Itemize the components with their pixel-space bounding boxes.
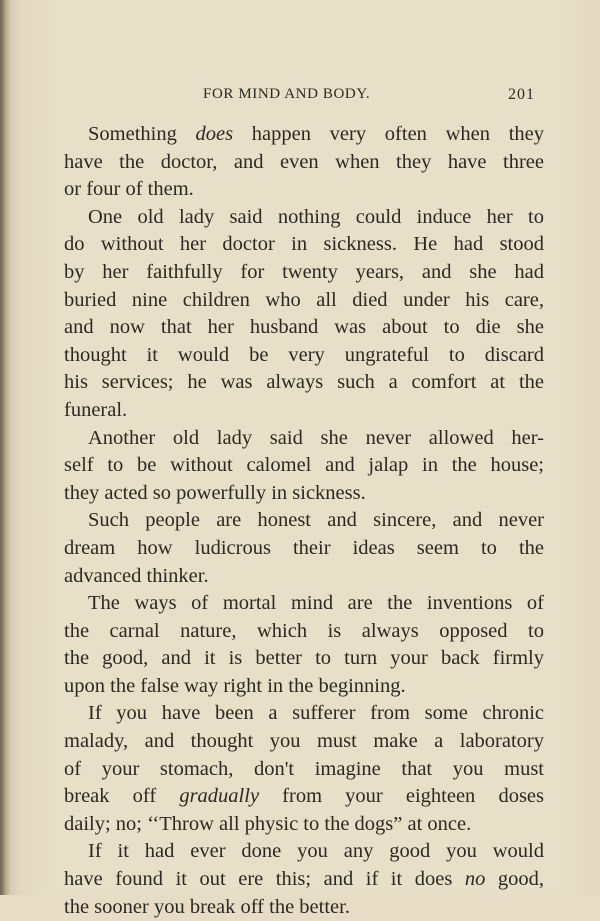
paragraph (64, 838, 544, 921)
text-line (64, 480, 544, 508)
page-number: 201 (508, 86, 535, 103)
text-line (64, 204, 544, 232)
paragraph (64, 425, 544, 508)
text-line (64, 149, 544, 177)
text-segment: funeral. (64, 398, 128, 421)
text-segment: have found it out ere this; and if it does (64, 868, 465, 891)
text-segment: good, (485, 868, 544, 891)
text-line (64, 645, 544, 673)
running-title: FOR MIND AND BODY. (203, 86, 371, 102)
text-line (64, 700, 544, 728)
text-line (64, 756, 544, 784)
paragraph (64, 590, 544, 700)
text-segment: the good, and it is better to turn your back firmly (64, 647, 544, 670)
text-segment: or four of them. (64, 178, 194, 201)
text-segment: malady, and thought you must make a laboratory (64, 730, 544, 753)
text-segment: have the doctor, and even when they have three (64, 150, 544, 173)
text-line (64, 425, 544, 453)
text-line (64, 452, 544, 480)
text-segment: Something (88, 123, 196, 145)
text-line (64, 314, 544, 342)
text-line (64, 342, 544, 370)
text-line (64, 259, 544, 287)
body-text (64, 121, 544, 921)
page-header (0, 86, 600, 106)
text-segment: break off (64, 785, 180, 808)
text-segment: Another old lady said she never allowed her- (88, 426, 544, 449)
text-segment: the carnal nature, which is always opposed to (64, 619, 544, 642)
text-line (64, 728, 544, 756)
text-segment: they acted so powerfully in sickness. (64, 481, 366, 504)
text-line (64, 507, 544, 535)
text-segment: do without her doctor in sickness. He had stood (64, 233, 544, 256)
text-line (64, 369, 544, 397)
text-segment: If it had ever done you any good you would (88, 840, 544, 863)
text-segment: from your eighteen doses (259, 785, 544, 808)
text-line (64, 590, 544, 618)
text-line (64, 894, 544, 921)
text-segment: the sooner you break off the better. (64, 895, 350, 918)
text-segment: daily; no; ‘‘Throw all physic to the dogs” at once. (64, 812, 472, 835)
text-segment: One old lady said nothing could induce her to (88, 205, 544, 228)
text-line (64, 397, 544, 425)
text-line (64, 563, 544, 591)
text-line (64, 618, 544, 646)
text-segment: of your stomach, don't imagine that you must (64, 757, 544, 780)
text-line (64, 287, 544, 315)
text-line (64, 783, 544, 811)
text-segment: thought it would be very ungrateful to discard (64, 343, 544, 366)
text-line (64, 673, 544, 701)
text-line (64, 535, 544, 563)
text-segment: The ways of mortal mind are the inventions of (88, 592, 544, 615)
text-segment: Such people are honest and sincere, and never (88, 509, 544, 532)
text-line (64, 176, 544, 204)
italic-text: gradually (179, 785, 260, 808)
text-line (64, 838, 544, 866)
text-segment: happen very often when they (233, 123, 544, 145)
paragraph (64, 700, 544, 838)
text-segment: buried nine children who all died under his care, (64, 288, 544, 311)
text-line (64, 231, 544, 259)
text-line (64, 866, 544, 894)
text-segment: If you have been a sufferer from some chronic (88, 702, 544, 725)
italic-text: does (195, 123, 234, 145)
text-segment: upon the false way right in the beginning. (64, 674, 406, 697)
text-segment: self to be without calomel and jalap in the house; (64, 454, 544, 477)
text-segment: his services; he was always such a comfort at the (64, 371, 544, 394)
text-segment: dream how ludicrous their ideas seem to the (64, 536, 544, 559)
italic-text: no (464, 868, 486, 891)
paragraph (64, 121, 544, 204)
paragraph (64, 507, 544, 590)
text-line (64, 121, 544, 149)
text-segment: by her faithfully for twenty years, and she had (64, 260, 544, 283)
text-line (64, 811, 544, 839)
text-segment: advanced thinker. (64, 564, 209, 587)
paragraph (64, 204, 544, 425)
text-segment: and now that her husband was about to die she (64, 316, 544, 339)
